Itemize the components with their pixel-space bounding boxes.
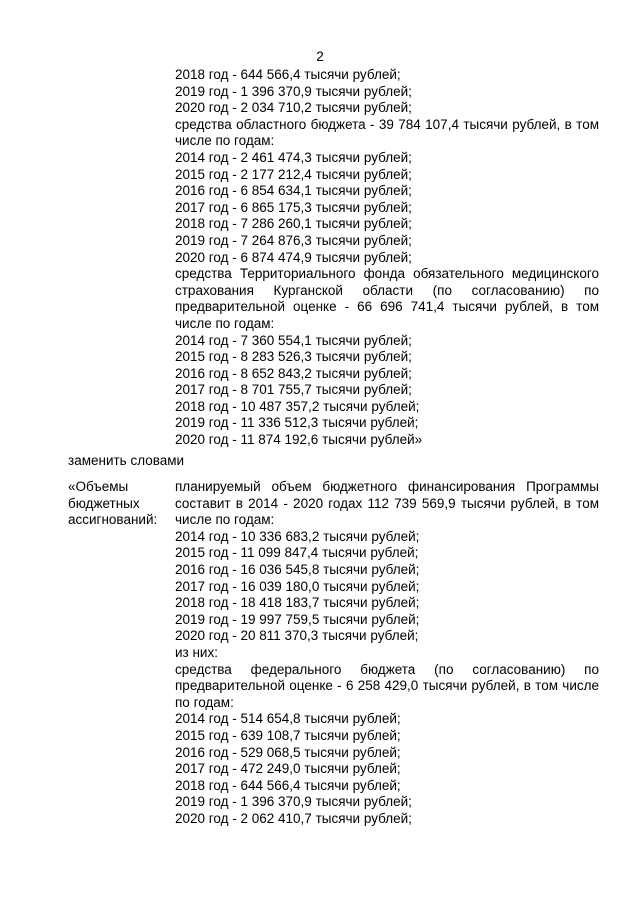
replace-instruction: заменить словами (68, 453, 185, 468)
total-year-line: 2018 год - 18 418 183,7 тысячи рублей; (175, 595, 420, 611)
new-funding-block (175, 479, 599, 827)
previous-funding-block (175, 67, 599, 449)
fund-year-line: 2020 год - 11 874 192,6 тысячи рублей» (175, 432, 423, 448)
regional-year-line: 2014 год - 2 461 474,3 тысячи рублей; (175, 149, 412, 165)
federal-budget-intro: средства федерального бюджета (по согласованию) по предварительной оценке - 6 258 429,0 тысячи рублей, в том числе по годам: (175, 661, 599, 710)
total-year-line: 2016 год - 16 036 545,8 тысячи рублей; (175, 561, 420, 577)
fund-year-line: 2015 год - 8 283 526,3 тысячи рублей; (175, 349, 412, 365)
fund-year-line: 2017 год - 8 701 755,7 тысячи рублей; (175, 382, 412, 398)
insurance-fund-intro: средства Территориального фонда обязательного медицинского страхования Курганской области (по согласованию) по предварительной оценке - 66 696 741,4 тысячи рублей, в том числе по годам: (175, 266, 599, 331)
federal-year-line: 2018 год - 644 566,4 тысячи рублей; (175, 67, 401, 82)
allocation-label-line: бюджетных (68, 495, 140, 511)
page-number: 2 (316, 49, 324, 64)
fund-year-line: 2019 год - 11 336 512,3 тысячи рублей; (175, 415, 419, 431)
fund-year-line: 2014 год - 7 360 554,1 тысячи рублей; (175, 332, 412, 348)
federal-year-line: 2016 год - 529 068,5 тысячи рублей; (175, 744, 401, 760)
regional-year-line: 2020 год - 6 874 474,9 тысячи рублей; (175, 249, 412, 265)
total-year-line: 2014 год - 10 336 683,2 тысячи рублей; (175, 528, 420, 544)
total-year-line: 2017 год - 16 039 180,0 тысячи рублей; (175, 578, 420, 594)
regional-year-line: 2019 год - 7 264 876,3 тысячи рублей; (175, 232, 412, 248)
regional-year-line: 2017 год - 6 865 175,3 тысячи рублей; (175, 199, 412, 215)
fund-year-line: 2016 год - 8 652 843,2 тысячи рублей; (175, 365, 412, 381)
allocation-label-line: «Объемы (68, 479, 129, 494)
federal-year-line: 2017 год - 472 249,0 тысячи рублей; (175, 761, 401, 777)
of-them-label: из них: (175, 644, 218, 660)
fund-year-line: 2018 год - 10 487 357,2 тысячи рублей; (175, 398, 420, 414)
federal-year-line: 2020 год - 2 034 710,2 тысячи рублей; (175, 100, 412, 116)
federal-year-line: 2019 год - 1 396 370,9 тысячи рублей; (175, 83, 412, 99)
total-year-line: 2020 год - 20 811 370,3 тысячи рублей; (175, 628, 419, 644)
allocation-label-line: ассигнований: (68, 512, 158, 528)
federal-year-line: 2015 год - 639 108,7 тысячи рублей; (175, 727, 401, 743)
federal-year-line: 2014 год - 514 654,8 тысячи рублей; (175, 711, 401, 727)
total-funding-intro: планируемый объем бюджетного финансирования Программы составит в 2014 - 2020 годах 112 739 569,9 тысячи рублей, в том числе по годам: (175, 479, 599, 528)
allocation-label (68, 479, 172, 529)
regional-budget-intro: средства областного бюджета - 39 784 107,4 тысячи рублей, в том числе по годам: (175, 116, 599, 149)
regional-year-line: 2016 год - 6 854 634,1 тысячи рублей; (175, 183, 412, 199)
federal-year-line: 2019 год - 1 396 370,9 тысячи рублей; (175, 794, 412, 810)
regional-year-line: 2018 год - 7 286 260,1 тысячи рублей; (175, 216, 412, 232)
total-year-line: 2015 год - 11 099 847,4 тысячи рублей; (175, 545, 419, 561)
total-year-line: 2019 год - 19 997 759,5 тысячи рублей; (175, 611, 420, 627)
federal-year-line: 2018 год - 644 566,4 тысячи рублей; (175, 777, 401, 793)
regional-year-line: 2015 год - 2 177 212,4 тысячи рублей; (175, 166, 412, 182)
federal-year-line: 2020 год - 2 062 410,7 тысячи рублей; (175, 810, 412, 826)
